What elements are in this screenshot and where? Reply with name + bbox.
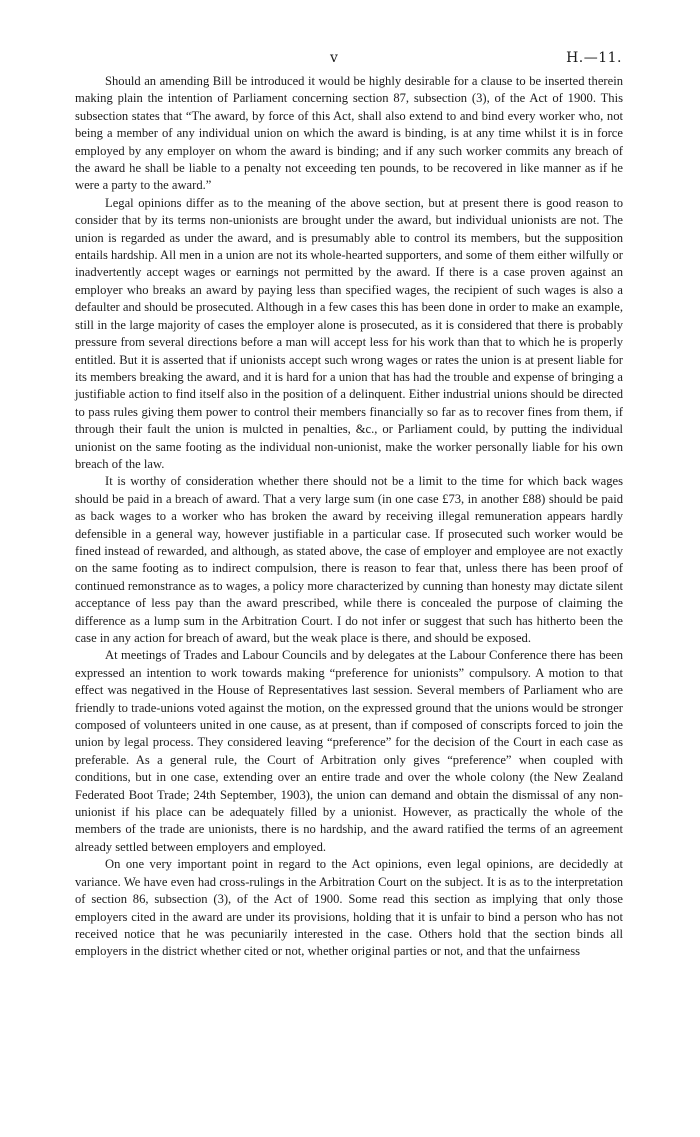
paragraph-amending-bill: Should an amending Bill be introduced it would be highly desirable for a clause to be inserted therein making plain the intention of Parliament concerning section 87, subsection (3), of the Act of 1900. This subsection states that “The award, by force of this Act, shall also extend to and bind every worker who, not being a member of any individual union on which the award is binding, is at any time whilst it is in force employed by any employer on whom the award is binding; and if any such worker commits any breach of the award he shall be liable to a penalty not exceeding ten pounds, to be recovered in like manner as if he were a party to the award.” bbox=[75, 74, 623, 193]
document-reference: H.—11. bbox=[566, 50, 622, 66]
paragraph-section-86: On one very important point in regard to the Act opinions, even legal opinions, are decidedly at variance. We have even had cross-rulings in the Arbitration Court on the subject. It is as to the interpretation of section 86, subsection (3), of the Act of 1900. Some read this section as implying that only those employers cited in the award are under its provisions, holding that it is unfair to bind a person who has not received notice that he was pecuniarily interested in the case. Others hold that the section binds all employers in the district whether cited or not, whether original parties or not, and that the unfairness bbox=[75, 857, 623, 959]
body-text bbox=[75, 73, 623, 961]
page-number: v bbox=[330, 50, 339, 66]
page-header bbox=[0, 50, 700, 72]
paragraph-preference-unionists: At meetings of Trades and Labour Councils and by delegates at the Labour Conference there has been expressed an intention to work towards making “preference for unionists” compulsory. A motion to that effect was negatived in the House of Representatives last session. Several members of Parliament who are friendly to trade-unions voted against the motion, on the expressed ground that the unions would be stronger composed of volunteers united in one cause, as at present, than if composed of conscripts forced to join the union by legal process. They considered leaving “preference” for the decision of the Court in each case as preferable. As a general rule, the Court of Arbitration only gives “preference” when coupled with conditions, but in one case, extending over an entire trade and over the whole colony (the New Zealand Federated Boot Trade; 24th September, 1903), the union can demand and obtain the dismissal of any non-unionist if his place can be adequately filled by a unionist. However, as practically the whole of the members of the trade are unionists, there is no hardship, and the award ratified the terms of an agreement already settled between employers and employed. bbox=[75, 648, 623, 854]
paragraph-back-wages: It is worthy of consideration whether there should not be a limit to the time for which back wages should be paid in a breach of award. That a very large sum (in one case £73, in another £88) should be paid as back wages to a worker who has broken the award by receiving illegal remuneration appears hardly defensible in a general way, however justifiable in a particular case. If prosecuted such worker would be fined instead of rewarded, and although, as stated above, the case of employer and employee are not exactly on the same footing as to indirect compulsion, there is reason to fear that, unless there has been proof of continued remonstrance as to wages, a policy more characterized by cunning than honesty may dictate silent acceptance of less pay than the award prescribed, while there is concealed the purpose of claiming the difference as a lump sum in the Arbitration Court. I do not infer or suggest that such has hitherto been the case in any action for breach of award, but the weak place is there, and should be exposed. bbox=[75, 474, 623, 645]
paragraph-legal-opinions: Legal opinions differ as to the meaning of the above section, but at present there is good reason to consider that by its terms non-unionists are brought under the award, but individual unionists are not. The union is regarded as under the award, and is presumably able to control its members, but the supposition entails hardship. All men in a union are not its whole-hearted supporters, and some of them either wilfully or inadvertently accept wages or earnings not permitted by the award. If there is a case proven against an employer who breaks an award by paying less than specified wages, the recipient of such wages is also a defaulter and should be prosecuted. Although in a few cases this has been done in order to make an example, still in the large majority of cases the employer alone is prosecuted, as it is considered that there is probably pressure from several directions before a man will accept less for his work than that to which he is properly entitled. But it is asserted that if unionists accept such wrong wages or rates the union is at present liable for its members breaking the award, and it is hard for a union that has had the trouble and expense of bringing a justifiable action to find itself also in the position of a delinquent. Either industrial unions should be directed to pass rules giving them power to control their members financially so far as to recover fines from them, if through their fault the union is mulcted in penalties, &c., or Parliament could, by putting the individual unionist on the same footing as the individual non-unionist, make the worker personally liable for his own breach of the law. bbox=[75, 195, 624, 471]
